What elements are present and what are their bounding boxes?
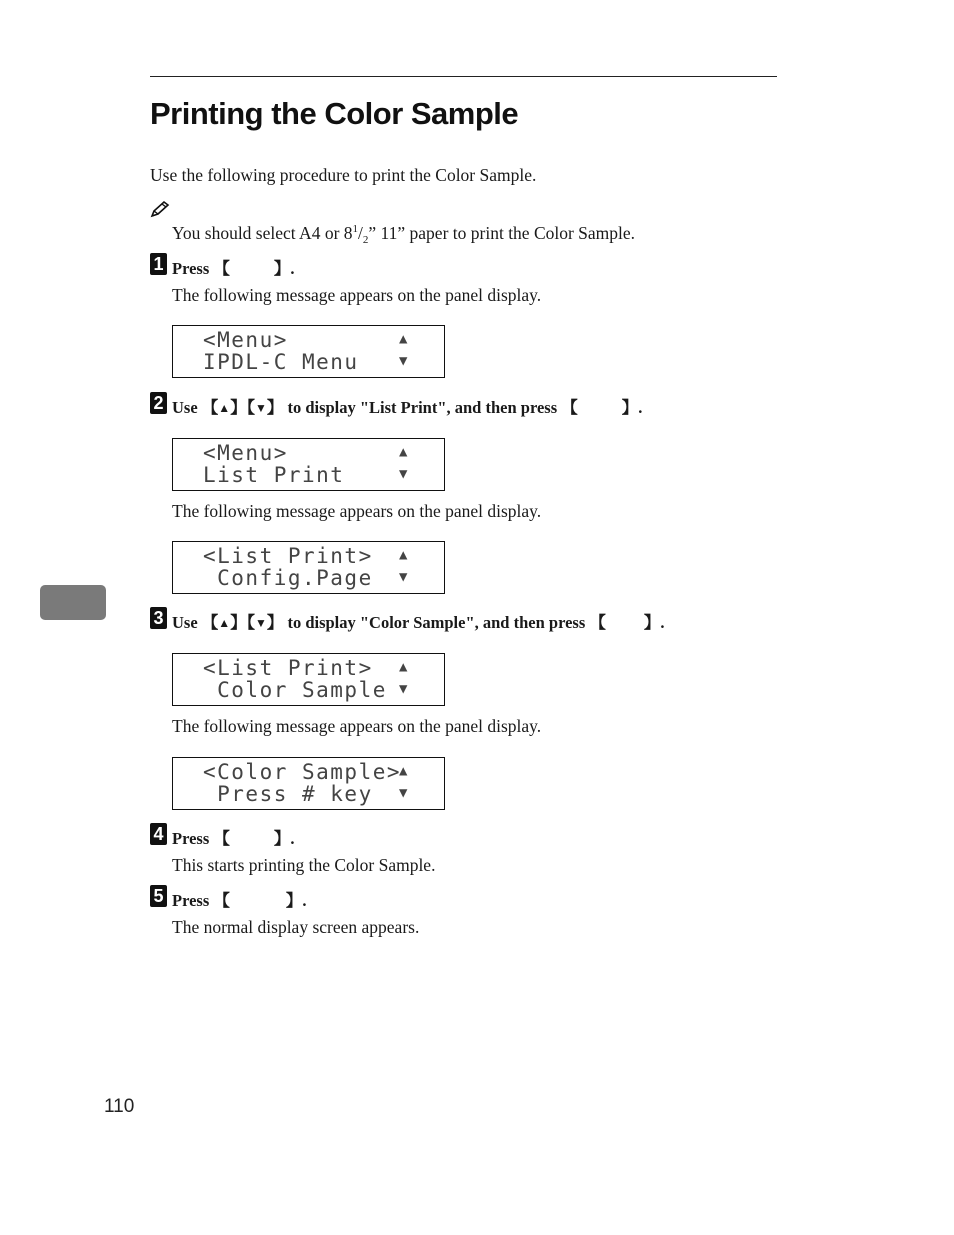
key-bracket-close: 】	[621, 398, 639, 417]
step-2-prefix: Use	[172, 398, 198, 417]
lcd-down-arrow-icon: ▼	[399, 681, 408, 697]
step-3-result: The following message appears on the panel display.	[172, 716, 542, 736]
step-2-instruction	[172, 397, 642, 420]
header-rule	[150, 76, 777, 77]
lcd-line-2: Color Sample	[203, 678, 387, 702]
key-bracket-close: 】	[285, 891, 303, 910]
step-2-middle: to display "List Print", and then press	[287, 398, 558, 417]
step-2-suffix: .	[638, 398, 643, 417]
step-1-prefix: Press	[172, 259, 210, 278]
step-number-3: 3	[150, 607, 167, 629]
fraction-numerator: 1	[352, 223, 359, 235]
intro-text: Use the following procedure to print the Color Sample.	[150, 165, 537, 185]
lcd-line-1: <Menu>	[203, 441, 288, 465]
lcd-up-arrow-icon: ▲	[399, 659, 408, 675]
step-3-suffix: .	[660, 613, 665, 632]
lcd-line-2: Config.Page	[203, 566, 373, 590]
key-bracket-close: 】	[643, 613, 661, 632]
step-5-prefix: Press	[172, 891, 210, 910]
key-bracket-open: 【	[589, 613, 606, 632]
step-5-suffix: .	[302, 891, 307, 910]
lcd-down-arrow-icon: ▼	[399, 353, 408, 369]
key-bracket-open: 【	[213, 259, 230, 278]
key-bracket-close: 】	[230, 613, 247, 632]
page-title: Printing the Color Sample	[150, 96, 519, 131]
lcd-up-arrow-icon: ▲	[399, 547, 408, 563]
lcd-up-arrow-icon: ▲	[399, 444, 408, 460]
step-5-instruction	[172, 890, 307, 912]
lcd-panel-menu-list-print	[172, 438, 445, 491]
step-5-result: The normal display screen appears.	[172, 917, 420, 937]
step-3-instruction	[172, 612, 665, 635]
pencil-note-icon	[150, 200, 170, 218]
chapter-tab	[40, 585, 106, 620]
fraction-slash: /	[358, 223, 363, 243]
lcd-panel-list-print-color	[172, 653, 445, 706]
step-4-instruction	[172, 828, 295, 850]
lcd-up-arrow-icon: ▲	[399, 331, 408, 347]
lcd-line-2: List Print	[203, 463, 345, 487]
key-bracket-open: 【	[246, 398, 255, 417]
step-4-result: This starts printing the Color Sample.	[172, 855, 436, 875]
step-1-instruction	[172, 258, 295, 280]
fraction-denominator: 2	[362, 234, 369, 246]
lcd-line-2: IPDL-C Menu	[203, 350, 359, 374]
key-bracket-close: 】	[230, 398, 247, 417]
key-bracket-open: 【	[213, 891, 230, 910]
step-number-2: 2	[150, 392, 167, 414]
key-bracket-open: 【	[561, 398, 578, 417]
step-number-5: 5	[150, 885, 167, 907]
step-2-result: The following message appears on the panel display.	[172, 501, 542, 521]
note-text-after: ” 11” paper to print the Color Sample.	[368, 223, 636, 243]
lcd-line-1: <List Print>	[203, 544, 373, 568]
step-4-suffix: .	[290, 829, 295, 848]
key-bracket-open: 【	[201, 398, 219, 417]
key-bracket-close: 】	[273, 259, 291, 278]
key-bracket-close: 】	[266, 613, 284, 632]
lcd-panel-list-print-config	[172, 541, 445, 594]
step-number-1: 1	[150, 253, 167, 275]
note-text-before: You should select A4 or 8	[172, 223, 353, 243]
lcd-line-1: <Menu>	[203, 328, 288, 352]
lcd-panel-menu-ipdl	[172, 325, 445, 378]
key-bracket-open: 【	[201, 613, 219, 632]
step-1-result: The following message appears on the panel display.	[172, 285, 542, 305]
key-bracket-close: 】	[273, 829, 291, 848]
lcd-down-arrow-icon: ▼	[399, 569, 408, 585]
step-4-prefix: Press	[172, 829, 210, 848]
key-bracket-close: 】	[266, 398, 284, 417]
key-bracket-open: 【	[213, 829, 230, 848]
step-3-prefix: Use	[172, 613, 198, 632]
lcd-panel-color-sample	[172, 757, 445, 810]
step-3-middle: to display "Color Sample", and then press	[287, 613, 586, 632]
lcd-line-2: Press # key	[203, 782, 373, 806]
lcd-line-1: <Color Sample>	[203, 760, 402, 784]
up-arrow-key-icon: ▲	[218, 616, 231, 630]
note-text	[172, 222, 635, 247]
lcd-line-1: <List Print>	[203, 656, 373, 680]
down-arrow-key-icon: ▼	[254, 616, 267, 630]
lcd-up-arrow-icon: ▲	[399, 763, 408, 779]
up-arrow-key-icon: ▲	[218, 401, 231, 415]
key-bracket-open: 【	[246, 613, 255, 632]
lcd-down-arrow-icon: ▼	[399, 466, 408, 482]
step-number-4: 4	[150, 823, 167, 845]
down-arrow-key-icon: ▼	[254, 401, 267, 415]
step-1-suffix: .	[290, 259, 295, 278]
page-number: 110	[104, 1096, 135, 1117]
lcd-down-arrow-icon: ▼	[399, 785, 408, 801]
